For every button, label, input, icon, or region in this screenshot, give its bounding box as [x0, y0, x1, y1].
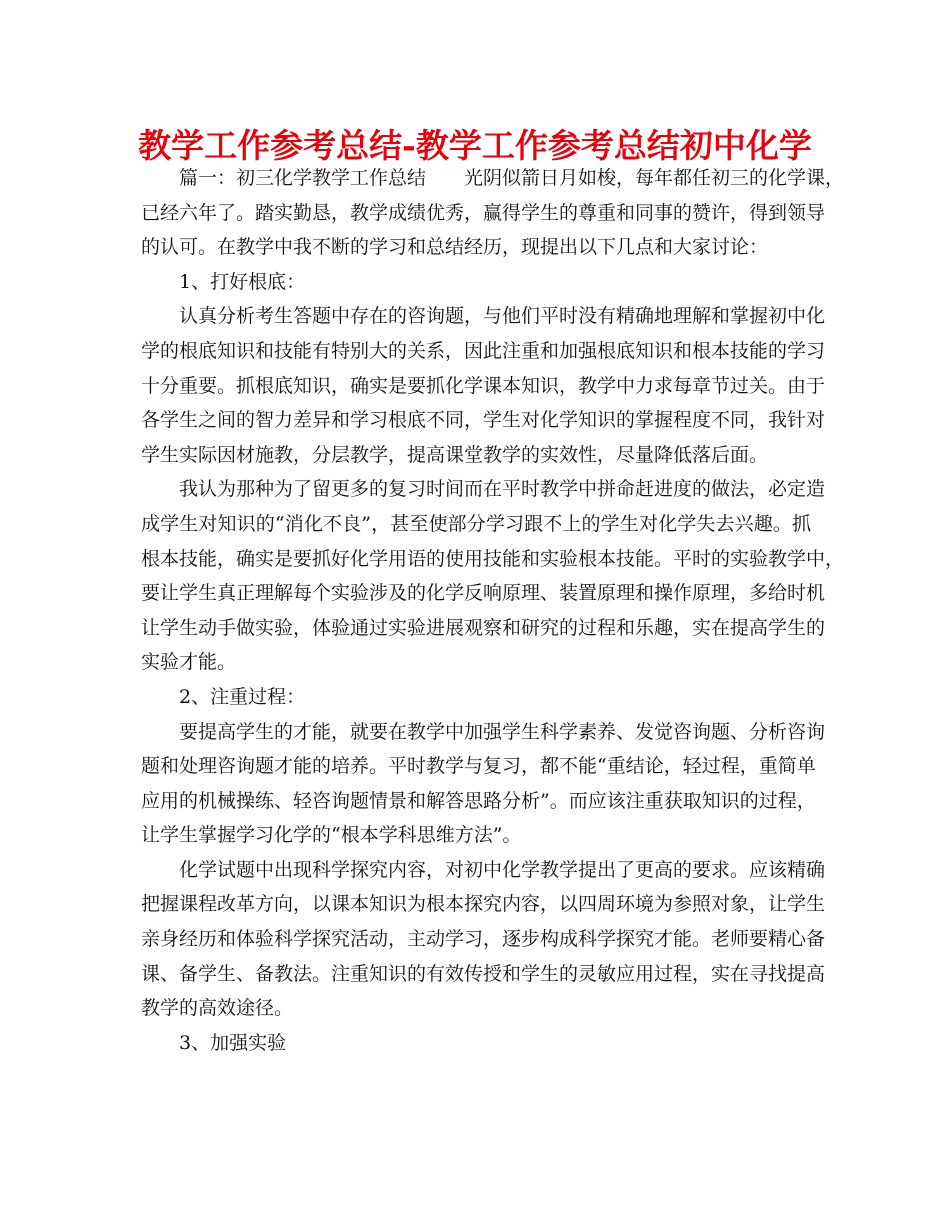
paragraph-line: 要让学生真正理解每个实验涉及的化学反响原理、装置原理和操作原理，多给时机 — [141, 582, 826, 605]
paragraph-line: 要提高学生的才能，就要在教学中加强学生科学素养、发觉咨询题、分析咨询 — [179, 720, 826, 743]
paragraph-line: 教学的高效途径。 — [141, 997, 294, 1020]
paragraph-line: 十分重要。抓根底知识，确实是要抓化学课本知识，教学中力求每章节过关。由于 — [141, 374, 826, 397]
paragraph-line: 的认可。在教学中我不断的学习和总结经历，现提出以下几点和大家讨论： — [141, 236, 769, 259]
paragraph-line: 已经六年了。踏实勤恳，教学成绩优秀，赢得学生的尊重和同事的赞许，得到领导 — [141, 201, 826, 224]
paragraph-line: 课、备学生、备教法。注重知识的有效传授和学生的灵敏应用过程，实在寻找提高 — [141, 962, 826, 985]
paragraph-line: 篇一：初三化学教学工作总结 光阴似箭日月如梭，每年都任初三的化学课， — [179, 167, 845, 189]
paragraph-line: 亲身经历和体验科学探究活动，主动学习，逐步构成科学探究才能。老师要精心备 — [141, 928, 826, 951]
paragraph-line: 实验才能。 — [141, 651, 237, 674]
paragraph-line: 题和处理咨询题才能的培养。平时教学与复习，都不能“重结论，轻过程，重简单 — [141, 755, 816, 778]
paragraph-line: 3、加强实验 — [179, 1031, 287, 1054]
paragraph-line: 学的根底知识和技能有特别大的关系，因此注重和加强根底知识和根本技能的学习 — [141, 339, 826, 362]
paragraph-line: 根本技能，确实是要抓好化学用语的使用技能和实验根本技能。平时的实验教学中， — [141, 547, 845, 570]
paragraph-line: 2、注重过程： — [179, 685, 306, 708]
document-body — [141, 161, 845, 1060]
paragraph-line: 1、打好根底： — [179, 270, 306, 293]
paragraph-line: 让学生掌握学习化学的“根本学科思维方法”。 — [141, 824, 522, 847]
paragraph-line: 让学生动手做实验，体验通过实验进展观察和研究的过程和乐趣，实在提高学生的 — [141, 616, 826, 639]
paragraph-line: 认真分析考生答题中存在的咨询题，与他们平时没有精确地理解和掌握初中化 — [179, 305, 826, 328]
paragraph-line: 学生实际因材施教，分层教学，提高课堂教学的实效性，尽量降低落后面。 — [141, 443, 769, 466]
document-title: 教学工作参考总结-教学工作参考总结初中化学 — [138, 126, 812, 165]
paragraph-line: 成学生对知识的“消化不良”，甚至使部分学习跟不上的学生对化学失去兴趣。抓 — [141, 512, 811, 535]
paragraph-line: 各学生之间的智力差异和学习根底不同，学生对化学知识的掌握程度不同，我针对 — [141, 409, 826, 432]
paragraph-line: 应用的机械操练、轻咨询题情景和解答思路分析”。而应该注重获取知识的过程， — [141, 789, 816, 812]
paragraph-line: 我认为那种为了留更多的复习时间而在平时教学中拼命赶进度的做法，必定造 — [179, 478, 826, 501]
paragraph-line: 化学试题中出现科学探究内容，对初中化学教学提出了更高的要求。应该精确 — [179, 858, 826, 881]
paragraph-line: 把握课程改革方向，以课本知识为根本探究内容，以四周环境为参照对象，让学生 — [141, 893, 826, 916]
